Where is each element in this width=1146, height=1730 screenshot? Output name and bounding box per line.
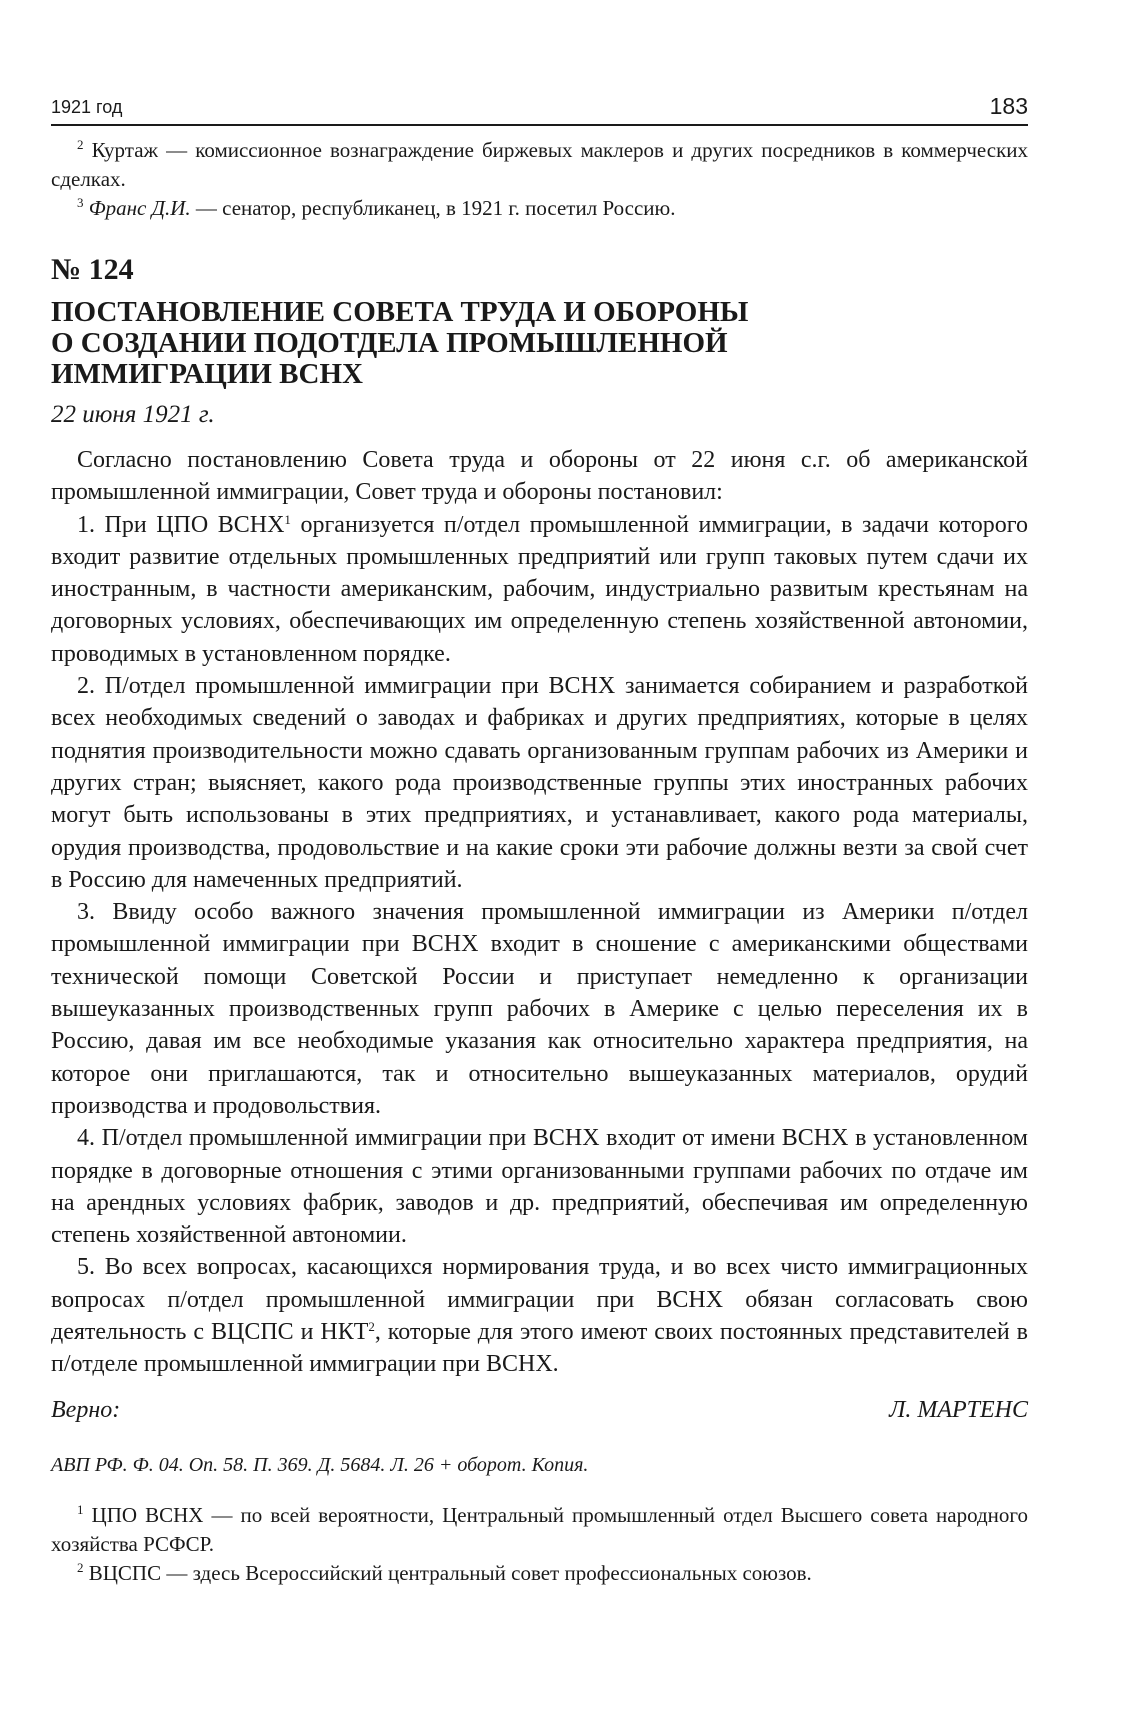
verified-label: Верно: <box>51 1396 121 1423</box>
paragraph-1 <box>51 509 1028 670</box>
footnote-mark: 2 <box>77 137 84 152</box>
document-body <box>51 444 1028 1381</box>
footnote-text: ЦПО ВСНХ — по всей вероятности, Центральный промышленный отдел Высшего совета народного хозяйства РСФСР. <box>51 1502 1028 1556</box>
paragraph-2: 2. П/отдел промышленной иммиграции при ВСНХ занимается собиранием и разработкой всех необходимых сведений о заводах и фабриках и других предприятиях, которые в целях поднятия производительности можно сдавать организованным группам рабочих из Америки и других стран; выясняет, какого рода производственные группы этих иностранных рабочих могут быть использованы в этих предприятиях, и устанавливает, какого рода материалы, орудия производства, продовольствие и на какие сроки эти рабочие должны везти за свой счет в Россию для намеченных предприятий. <box>51 673 1028 893</box>
bottom-footnotes <box>51 1501 1028 1588</box>
paragraph-3: 3. Ввиду особо важного значения промышленной иммиграции из Америки п/отдел промышленной иммиграции при ВСНХ входит в сношение с американскими обществами технической помощи Советской России и приступает немедленно к организации вышеуказанных производственных групп рабочих в Америке с целью переселения их в Россию, давая им все необходимые указания как относительно характера предприятия, на которое они приглашаются, так и относительно вышеуказанных материалов, орудий производства и продовольствия. <box>51 899 1028 1119</box>
signature-row <box>51 1395 1028 1425</box>
document-title: ПОСТАНОВЛЕНИЕ СОВЕТА ТРУДА И ОБОРОНЫ О СОЗДАНИИ ПОДОТДЕЛА ПРОМЫШЛЕННОЙ ИММИГРАЦИИ ВСНХ <box>51 296 749 390</box>
paragraph-4: 4. П/отдел промышленной иммиграции при ВСНХ входит от имени ВСНХ в установленном порядке в договорные отношения с этими организованными группами рабочих по отдаче им на арендных условиях фабрик, заводов и др. предприятий, обеспечивая им определенную степень хозяйственной автономии. <box>51 1125 1028 1249</box>
footnote-bottom-2 <box>51 1559 1028 1588</box>
running-head-year: 1921 год <box>51 97 123 117</box>
intro-paragraph: Согласно постановлению Совета труда и обороны от 22 июня с.г. об американской промышленной иммиграции, Совет труда и обороны постановил: <box>51 447 1028 506</box>
footnote-person-name: Франс Д.И. <box>88 196 191 220</box>
paragraph-5-rest: , которые для этого имеют своих постоянных представителей в п/отделе промышленной иммиграции при ВСНХ. <box>51 1319 1028 1378</box>
page-number: 183 <box>989 93 1028 119</box>
footnote-mark: 2 <box>77 1559 84 1575</box>
footnote-text: Куртаж — комиссионное вознаграждение биржевых маклеров и других посредников в коммерческих сделках. <box>51 138 1029 191</box>
footnote-mark: 3 <box>77 195 84 210</box>
footnote-text: ВЦСПС — здесь Всероссийский центральный совет профессиональных союзов. <box>88 1560 812 1585</box>
footnote-bottom-1 <box>51 1501 1028 1559</box>
paragraph-1-start: 1. При ЦПО ВСНХ <box>77 511 285 538</box>
footnote-mark: 1 <box>77 1501 84 1517</box>
document-page <box>51 88 1028 1588</box>
archive-reference: АВП РФ. Ф. 04. Оп. 58. П. 369. Д. 5684. Л. 26 + оборот. Копия. <box>51 1453 589 1476</box>
footnote-ref-1: 1 <box>284 511 291 527</box>
footnote-top-3 <box>51 194 1028 223</box>
paragraph-5-start: 5. Во всех вопросах, касающихся нормирования труда, и во всех чисто иммиграционных вопросах п/отдел промышленной иммиграции при ВСНХ обязан согласовать свою деятельность с ВЦСПС и НКТ <box>51 1254 1028 1346</box>
signature: Л. МАРТЕНС <box>889 1396 1028 1423</box>
paragraph-1-rest: организуется п/отдел промышленной иммиграции, в задачи которого входит развитие отдельных промышленных предприятий или групп таковых путем сдачи их иностранным, в частности американским, рабочим, индустриально развитым крестьянам на договорных условиях, обеспечивающих им определенную степень хозяйственной автономии, проводимых в установленном порядке. <box>51 511 1028 667</box>
footnote-ref-2: 2 <box>368 1319 375 1335</box>
footnote-top-2 <box>51 136 1028 194</box>
page-header <box>51 88 1028 126</box>
top-footnotes <box>51 136 1028 223</box>
document-date: 22 июня 1921 г. <box>51 401 215 428</box>
document-number: № 124 <box>51 253 134 286</box>
paragraph-5 <box>51 1251 1028 1380</box>
footnote-text: — сенатор, республиканец, в 1921 г. посетил Россию. <box>190 196 676 220</box>
